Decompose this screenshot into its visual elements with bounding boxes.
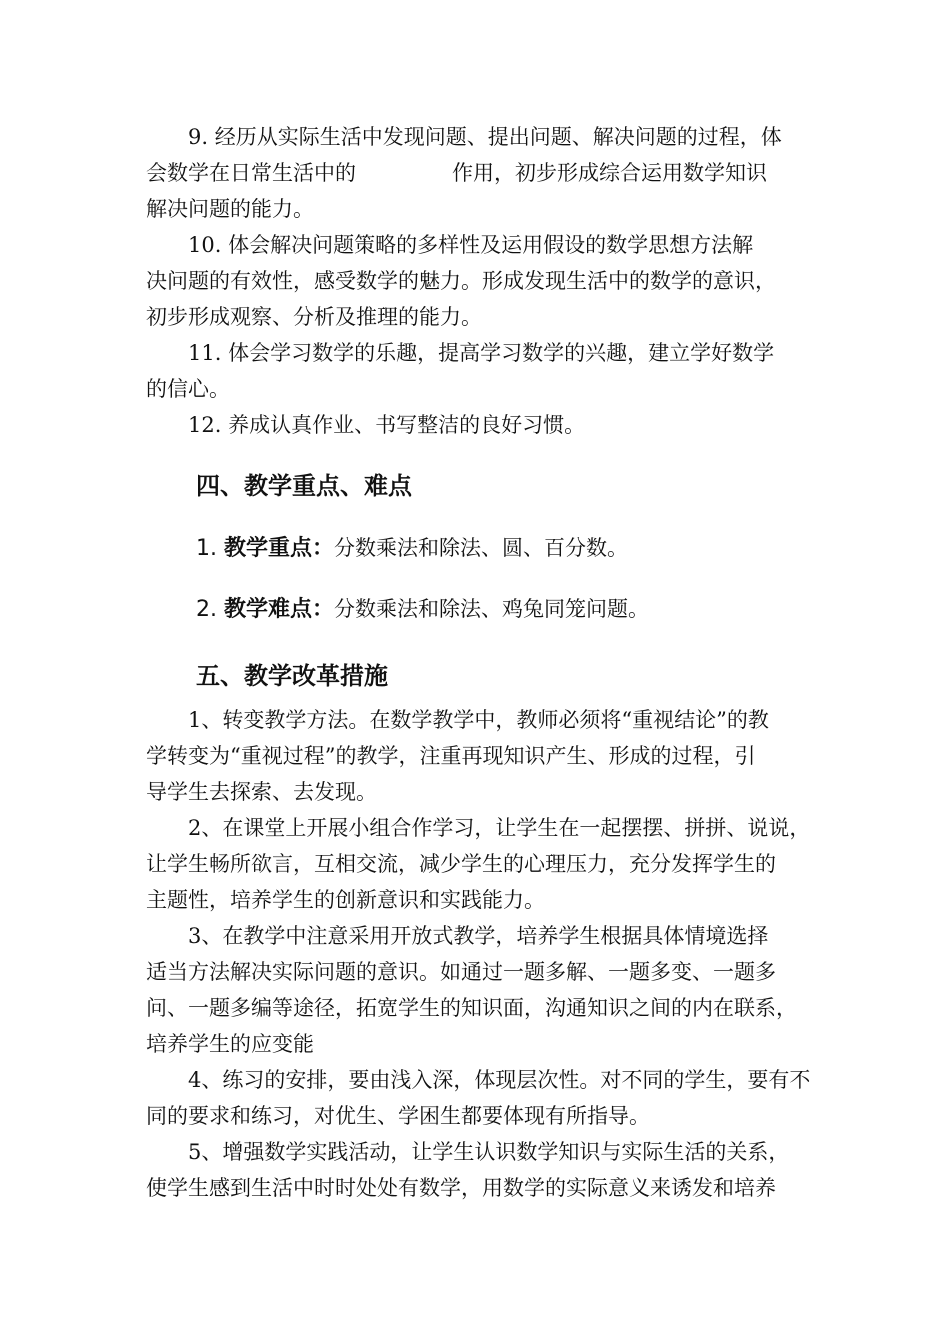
section-4-heading: 四、教学重点、难点 [196, 472, 412, 500]
objective-12-line-1: 12. 养成认真作业、书写整洁的良好习惯。 [188, 413, 586, 437]
measure-3-line-4: 培养学生的应变能 [146, 1032, 314, 1056]
key-point-text: 分数乘法和除法、圆、百分数。 [334, 536, 629, 560]
measure-4-line-2: 同的要求和练习，对优生、学困生都要体现有所指导。 [146, 1104, 650, 1128]
difficult-point-number: 2. [196, 597, 217, 622]
measure-5-line-2: 使学生感到生活中时时处处有数学，用数学的实际意义来诱发和培养 [146, 1176, 776, 1200]
objective-9-line-3: 解决问题的能力。 [146, 197, 314, 221]
objective-10-line-3: 初步形成观察、分析及推理的能力。 [146, 305, 482, 329]
measure-1-line-3: 导学生去探索、去发现。 [146, 780, 377, 804]
measure-1-line-1: 1、转变教学方法。在数学教学中，教师必须将“重视结论”的教 [188, 708, 769, 732]
measure-2-line-3: 主题性，培养学生的创新意识和实践能力。 [146, 888, 545, 912]
objective-10-line-2: 决问题的有效性，感受数学的魅力。形成发现生活中的数学的意识， [146, 269, 776, 293]
difficult-point-text: 分数乘法和除法、鸡兔同笼问题。 [334, 597, 650, 621]
measure-3-line-3: 问、一题多编等途径，拓宽学生的知识面，沟通知识之间的内在联系， [146, 996, 797, 1020]
section-5-heading: 五、教学改革措施 [196, 662, 388, 690]
difficult-point-label [196, 597, 334, 622]
objective-10-line-1: 10. 体会解决问题策略的多样性及运用假设的数学思想方法解 [188, 233, 754, 257]
objective-9-text-after-blank: 作用，初步形成综合运用数学知识 [452, 161, 767, 185]
objective-9-line-2 [146, 163, 767, 184]
key-point-row [196, 531, 628, 562]
measure-1-line-2: 学转变为“重视过程”的教学，注重再现知识产生、形成的过程，引 [146, 744, 756, 768]
objective-9-line-1: 9. 经历从实际生活中发现问题、提出问题、解决问题的过程，体 [188, 125, 782, 149]
measure-3-line-1: 3、在教学中注意采用开放式教学，培养学生根据具体情境选择 [188, 924, 769, 948]
objective-11-line-2: 的信心。 [146, 377, 230, 401]
key-point-title: 教学重点： [224, 536, 335, 561]
measure-5-line-1: 5、增强数学实践活动，让学生认识数学知识与实际生活的关系， [188, 1140, 790, 1164]
difficult-point-row [196, 592, 649, 623]
key-point-label [196, 536, 334, 561]
measure-2-line-1: 2、在课堂上开展小组合作学习，让学生在一起摆摆、拼拼、说说， [188, 816, 811, 840]
key-point-number: 1. [196, 536, 217, 561]
measure-4-line-1: 4、练习的安排，要由浅入深，体现层次性。对不同的学生，要有不 [188, 1068, 811, 1092]
objective-11-line-1: 11. 体会学习数学的乐趣，提高学习数学的兴趣，建立学好数学 [188, 341, 775, 365]
measure-2-line-2: 让学生畅所欲言，互相交流，减少学生的心理压力，充分发挥学生的 [146, 852, 776, 876]
difficult-point-title: 教学难点： [224, 597, 335, 622]
objective-9-text-before-blank: 会数学在日常生活中的 [146, 161, 356, 185]
measure-3-line-2: 适当方法解决实际问题的意识。如通过一题多解、一题多变、一题多 [146, 960, 776, 984]
